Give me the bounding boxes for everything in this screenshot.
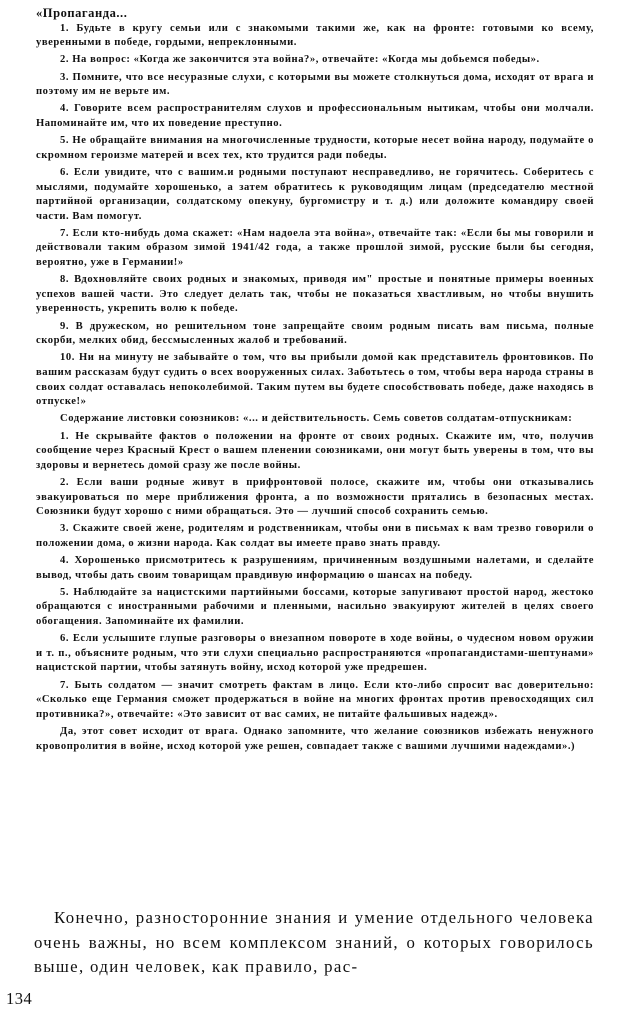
counsel-paragraph: 6. Если услышите глупые разговоры о внезапном повороте в ходе войны, о чудесном новом оружии и т. п., объясните родным, что эти слухи специально распространяются «пропагандистами-шептунами» нацистской партии, чтобы затянуть войну, исход которой уже предрешен. xyxy=(36,633,594,674)
quote-paragraph: 4. Говорите всем распространителям слухов и профессиональным нытикам, чтобы они молчали. Напоминайте им, что их поведение преступно. xyxy=(36,103,594,129)
page-number: 134 xyxy=(6,989,33,1008)
quote-paragraph: 7. Если кто-нибудь дома скажет: «Нам надоела эта война», отвечайте так: «Если бы мы говорили и действовали таким образом зимой 1941/42 года, а также прошлой зимой, русские были бы сегодня, вероятно, уже в Германии!» xyxy=(36,227,594,269)
quoted-leaflet xyxy=(36,6,594,757)
body-text xyxy=(34,906,594,980)
quote-paragraph: 1. Будьте в кругу семьи или с знакомыми такими же, как на фронте: готовыми ко всему, уверенными в победе, гордыми, непреклонными. xyxy=(36,22,594,49)
quote-paragraph: 2. На вопрос: «Когда же закончится эта война?», отвечайте: «Когда мы добьемся победы». xyxy=(60,54,540,66)
counsel-paragraph: Да, этот совет исходит от врага. Однако запомните, что желание союзников избежать ненужного кровопролития в войне, исход которой уже решен, совпадает также с вашими лучшими надеждами».) xyxy=(36,726,594,752)
leaflet-intro: Содержание листовки союзников: «... и действительность. Семь советов солдатам-отпускникам: xyxy=(60,413,573,425)
quote-paragraph: 3. Помните, что все несуразные слухи, с которыми вы можете столкнуться дома, исходят от врага и поэтому им не верьте им. xyxy=(36,71,594,98)
counsel-paragraph: 7. Быть солдатом — значит смотреть фактам в лицо. Если кто-либо спросит вас доверительно: «Сколько еще Германия сможет продержаться в войне на многих фронтах против превосходящих сил противника?», отвечайте: «Это зависит от вас самих, не питайте фальшивых надежд». xyxy=(36,679,594,720)
body-paragraph: Конечно, разносторонние знания и умение отдельного человека очень важны, но всем комплексом знаний, о которых говорилось выше, один человек, как правило, рас- xyxy=(34,908,594,977)
quote-paragraph: 6. Если увидите, что с вашим.и родными поступают несправедливо, не горячитесь. Соберитесь с мыслями, подумайте хорошенько, а затем обратитесь к руководящим лицам (председателю местной партийной организации, солдатскому опекуну, бургомистру и т. д.) или доложите командиру своей части. Вам помогут. xyxy=(36,166,594,222)
quote-paragraph: 10. Ни на минуту не забывайте о том, что вы прибыли домой как представитель фронтовиков. По вашим рассказам будут судить о всех вооруженных силах. Заботьтесь о том, чтобы вера народа страны в своих солдат оставалась непоколебимой. Таким путем вы будете способствовать победе, даже находясь в отпуске!» xyxy=(36,352,594,408)
quote-paragraph: 8. Вдохновляйте своих родных и знакомых, приводя им" простые и понятные примеры военных успехов вашей части. Это следует делать так, чтобы не показаться хвастливым, но чтобы внушить уверенность, укрепить волю к победе. xyxy=(36,274,594,315)
counsel-paragraph: 1. Не скрывайте фактов о положении на фронте от своих родных. Скажите им, что, получив сообщение через Красный Крест о вашем пленении союзниками, они могут быть уверены в том, что вы здоровы и вернетесь домой сразу же после войны. xyxy=(36,430,594,471)
quote-paragraph: 5. Не обращайте внимания на многочисленные трудности, которые несет война народу, подумайте о скромном героизме матерей и всех тех, кто трудится ради победы. xyxy=(36,135,594,161)
counsel-paragraph: 2. Если ваши родные живут в прифронтовой полосе, скажите им, чтобы они отказывались эвакуироваться по мере приближения фронта, а по возможности прятались в безопасных местах. Союзники будут хорошо с ними обращаться. Это — лучший способ сохранить семью. xyxy=(36,476,594,518)
counsel-paragraph: 5. Наблюдайте за нацистскими партийными боссами, которые запугивают простой народ, жестоко обращаются с иностранными рабочими и пленными, насильно эвакуируют жителей в целях своего обогащения. Запоминайте их фамилии. xyxy=(36,586,594,628)
quote-paragraph: 9. В дружеском, но решительном тоне запрещайте своим родным писать вам письма, полные скорби, мелких обид, бессмысленных жалоб и требований. xyxy=(36,320,594,347)
counsel-paragraph: 4. Хорошенько присмотритесь к разрушениям, причиненным воздушными налетами, и сделайте вывод, чтобы дать своим товарищам правдивую информацию о шансах на победу. xyxy=(36,555,594,581)
counsel-paragraph: 3. Скажите своей жене, родителям и родственникам, чтобы они в письмах к вам трезво говорили о положении дома, о жизни народа. Как солдат вы имеете право знать правду. xyxy=(36,523,594,549)
quote-heading: «Пропаганда... xyxy=(36,6,128,20)
